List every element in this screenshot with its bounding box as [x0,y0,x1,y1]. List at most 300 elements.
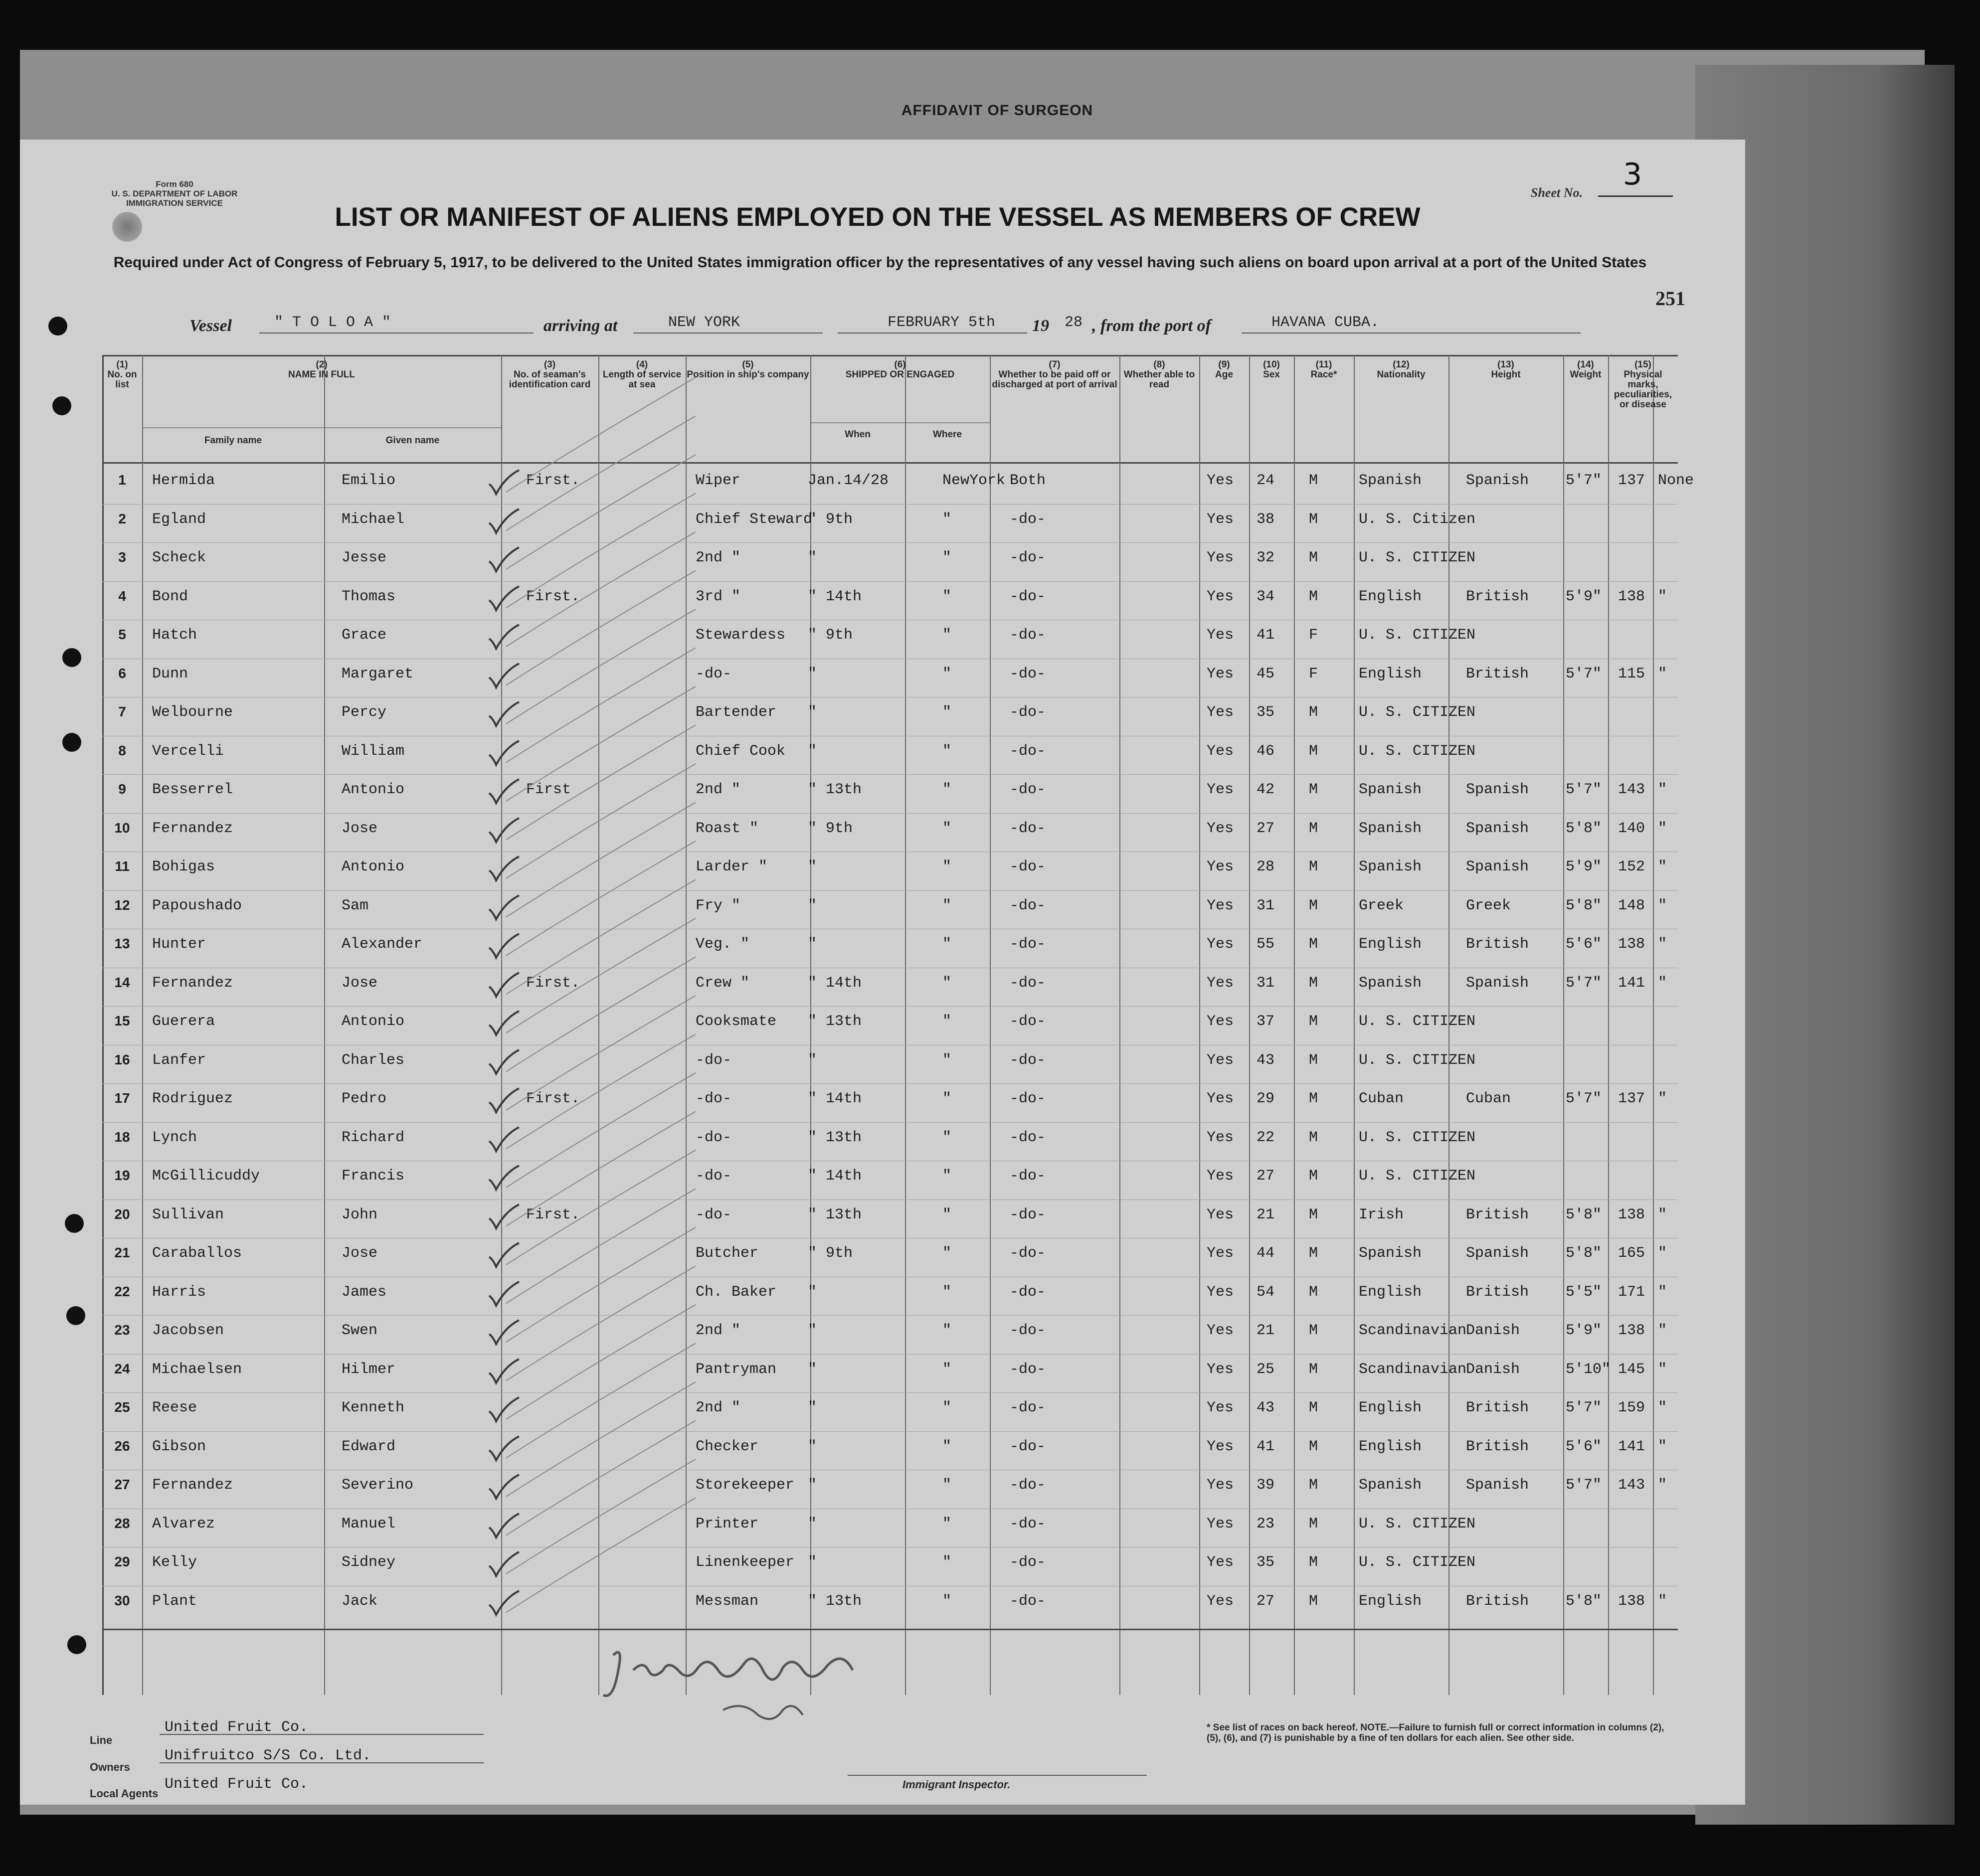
cell-where: " [942,858,952,875]
cell-paid: -do- [1010,1090,1046,1107]
cell-sex: M [1309,781,1318,798]
cell-read: Yes [1207,1399,1234,1416]
column-header [810,430,905,440]
column-rule [1653,355,1654,1695]
cell-race: U. S. CITIZEN [1359,627,1476,644]
column-number: (13) [1497,359,1514,370]
cell-when: " 14th [808,1168,862,1185]
cell-position: Checker [696,1438,759,1455]
cell-read: Yes [1207,1361,1234,1378]
column-header [1608,360,1678,410]
cell-read: Yes [1207,1477,1234,1494]
cell-race: Spanish [1359,472,1422,489]
cell-where: " [942,1399,952,1416]
cell-when: " [808,858,817,875]
column-label: Physical marks, peculiarities, or disease [1614,369,1672,410]
cell-given: Grace [342,627,387,644]
cell-where: " [942,665,952,682]
column-rule [1199,355,1200,1695]
cell-given: Richard [342,1129,405,1146]
cell-family: Fernandez [152,820,233,837]
cell-sex: M [1309,1168,1318,1185]
cell-marks: " [1658,1245,1667,1262]
cell-when: " [808,1554,817,1571]
cell-position: Crew " [696,974,750,992]
cell-position: Stewardess [696,627,786,644]
cell-weight: 138 [1618,1322,1645,1339]
cell-read: Yes [1207,897,1234,914]
back-sheet-title: AFFIDAVIT OF SURGEON [901,102,1093,119]
cell-race: Irish [1359,1206,1404,1223]
cell-family: Reese [152,1399,197,1416]
cell-given: Jesse [342,549,387,566]
cell-position: -do- [696,1206,732,1223]
cell-read: Yes [1207,781,1234,798]
cell-given: Jack [342,1592,378,1610]
cell-paid: -do- [1010,1515,1046,1533]
cell-marks: " [1658,858,1667,875]
cell-race: Cuban [1359,1090,1404,1107]
cell-family: Kelly [152,1554,197,1571]
cell-height: 5'10" [1566,1361,1611,1378]
cell-family: Jacobsen [152,1322,224,1339]
cell-no: 10 [114,820,130,836]
cell-height: 5'7" [1566,472,1602,489]
agents-label: Local Agents [90,1787,159,1800]
cell-race: English [1359,1283,1422,1301]
column-label: When [845,429,871,440]
cell-height: 5'7" [1566,781,1602,798]
cell-age: 45 [1257,665,1275,682]
cell-paid: -do- [1010,781,1046,798]
cell-given: Antonio [342,781,405,798]
column-rule [1119,355,1120,1695]
year-suffix: 28 [1065,314,1083,331]
cell-weight: 140 [1618,820,1645,837]
cell-when: " 14th [808,974,862,992]
shipped-subheader-rule [810,422,990,423]
column-rule [1563,355,1564,1695]
cell-nationality: British [1466,1399,1529,1416]
cell-race: U. S. CITIZEN [1359,704,1476,721]
cell-race: Spanish [1359,858,1422,875]
sheet-line [1598,195,1673,197]
cell-no: 12 [114,897,130,913]
cell-where: NewYork [942,472,1006,489]
table-top-rule [102,355,1678,356]
cell-card: First. [526,472,580,489]
cell-race: U. S. CITIZEN [1359,549,1476,566]
cell-no: 13 [114,936,130,951]
column-header [686,360,810,380]
cell-position: Messman [696,1592,759,1610]
table-header-rule [102,462,1678,464]
cell-where: " [942,627,952,644]
table-bottom-rule [102,1629,1678,1630]
cell-no: 9 [118,781,126,797]
cell-weight: 138 [1618,588,1645,605]
cell-sex: M [1309,742,1318,760]
cell-race: U. S. CITIZEN [1359,1515,1476,1533]
footnote: * See list of races on back hereof. NOTE.—Failure to furnish full or correct information in columns (2), (5), (6), and (7) is punishable by a fine of ten dollars for each alien. See other side. [1207,1722,1664,1743]
cell-paid: -do- [1010,1592,1046,1610]
cell-sex: M [1309,1361,1318,1378]
cell-height: 5'7" [1566,665,1602,682]
cell-race: English [1359,665,1422,682]
cell-where: " [942,1438,952,1455]
column-number: (7) [1049,359,1061,370]
cell-sex: M [1309,974,1318,992]
cell-sex: M [1309,1592,1318,1610]
cell-race: Scandinavian [1359,1361,1467,1378]
column-label: NAME IN FULL [288,369,356,380]
cell-height: 5'7" [1566,1477,1602,1494]
row-rule [102,1122,1678,1123]
inspector-underline [848,1775,1147,1776]
cell-no: 29 [114,1554,130,1569]
punch-hole [67,1635,86,1654]
name-subheader-rule [142,427,501,428]
cell-race: Spanish [1359,820,1422,837]
cell-nationality: Spanish [1466,472,1529,489]
cell-where: " [942,820,952,837]
cell-sex: M [1309,1013,1318,1030]
row-rule [102,581,1678,582]
line-label: Line [90,1734,113,1746]
cell-card: First. [526,1090,580,1107]
column-number: (6) [894,359,906,370]
cell-age: 21 [1257,1322,1275,1339]
column-label: SHIPPED OR ENGAGED [845,369,955,380]
column-header [102,360,142,390]
punch-hole [52,396,71,415]
cell-sex: M [1309,549,1318,566]
cell-nationality: Spanish [1466,781,1529,798]
cell-family: Sullivan [152,1206,224,1223]
cell-position: Wiper [696,472,741,489]
cell-paid: -do- [1010,1361,1046,1378]
column-label: Nationality [1377,369,1426,380]
form-number [95,179,254,208]
cell-nationality: British [1466,1206,1529,1223]
cell-read: Yes [1207,1090,1234,1107]
cell-where: " [942,1515,952,1533]
cell-when: " [808,549,817,566]
cell-sex: F [1309,627,1318,644]
cell-position: 2nd " [696,781,741,798]
cell-read: Yes [1207,820,1234,837]
cell-race: Spanish [1359,974,1422,992]
cell-paid: -do- [1010,974,1046,992]
cell-weight: 171 [1618,1283,1645,1301]
cell-age: 31 [1257,974,1275,992]
column-number: (9) [1218,359,1230,370]
cell-nationality: Danish [1466,1322,1520,1339]
page-subtitle: Required under Act of Congress of February 5, 1917, to be delivered to the United States immigration officer by the representatives of any vessel having such aliens on board upon arrival at a port of the United States [113,254,1647,271]
cell-position: -do- [696,1090,732,1107]
cell-family: Rodriguez [152,1090,233,1107]
cell-when: " 13th [808,1592,862,1610]
cell-sex: M [1309,936,1318,953]
cell-paid: Both [1010,472,1046,489]
column-number: (4) [636,359,648,370]
cell-given: Swen [342,1322,378,1339]
cell-when: " 9th [808,1245,853,1262]
row-rule [102,1392,1678,1393]
cell-position: Linenkeeper [696,1554,795,1571]
column-label: No. on list [107,369,137,390]
column-label: Where [932,429,962,440]
cell-height: 5'8" [1566,1206,1602,1223]
cell-where: " [942,1206,952,1223]
cell-weight: 115 [1618,665,1645,682]
cell-family: Michaelsen [152,1361,242,1378]
cell-paid: -do- [1010,742,1046,760]
cell-marks: " [1658,820,1667,837]
cell-no: 8 [118,742,126,758]
column-label: Age [1215,369,1233,380]
cell-when: " [808,1283,817,1301]
cell-paid: -do- [1010,511,1046,528]
cell-sex: M [1309,588,1318,605]
cell-paid: -do- [1010,549,1046,566]
cell-where: " [942,1283,952,1301]
cell-when: " 9th [808,511,853,528]
cell-no: 20 [114,1206,130,1222]
cell-race: English [1359,1592,1422,1610]
cell-race: Scandinavian [1359,1322,1467,1339]
cell-where: " [942,742,952,760]
form-no-line: IMMIGRATION SERVICE [126,198,223,208]
cell-age: 35 [1257,1554,1275,1571]
crew-manifest-table [102,355,1694,1695]
cell-age: 31 [1257,897,1275,914]
cell-race: English [1359,1399,1422,1416]
row-rule [102,813,1678,814]
cell-family: Hermida [152,472,215,489]
cell-height: 5'7" [1566,1090,1602,1107]
cell-race: English [1359,936,1422,953]
sheet-number: 3 [1623,157,1642,192]
cell-sex: M [1309,1554,1318,1571]
column-label: Whether able to read [1123,369,1195,390]
cell-given: Hilmer [342,1361,396,1378]
cell-when: " 13th [808,1206,862,1223]
column-label: Position in ship's company [687,369,809,380]
cell-race: Spanish [1359,781,1422,798]
column-header [990,360,1119,390]
cell-family: Scheck [152,549,206,566]
column-header [1249,360,1294,380]
cell-position: Butcher [696,1245,759,1262]
column-number: (12) [1393,359,1410,370]
cell-no: 14 [114,974,130,990]
cell-family: Lynch [152,1129,197,1146]
cell-nationality: British [1466,588,1529,605]
cell-no: 21 [114,1245,130,1260]
cell-weight: 152 [1618,858,1645,875]
cell-sex: M [1309,897,1318,914]
cell-when: " 9th [808,820,853,837]
cell-where: " [942,1477,952,1494]
owners-value: Unifruitco S/S Co. Ltd. [165,1747,371,1764]
cell-when: " [808,1477,817,1494]
cell-read: Yes [1207,858,1234,875]
cell-sex: M [1309,1322,1318,1339]
cell-marks: " [1658,1592,1667,1610]
cell-position: Chief Cook [696,742,786,760]
cell-weight: 137 [1618,472,1645,489]
cell-height: 5'8" [1566,1245,1602,1262]
cell-height: 5'7" [1566,974,1602,992]
cell-race: U. S. CITIZEN [1359,742,1476,760]
column-label: Given name [385,435,440,446]
form-no-line: Form 680 [156,179,193,189]
cell-race: U. S. CITIZEN [1359,1554,1476,1571]
cell-when: " 13th [808,1129,862,1146]
cell-no: 26 [114,1438,130,1454]
cell-given: John [342,1206,378,1223]
cell-read: Yes [1207,1515,1234,1533]
cell-where: " [942,1245,952,1262]
cell-where: " [942,588,952,605]
cell-read: Yes [1207,1051,1234,1069]
cell-paid: -do- [1010,588,1046,605]
cell-marks: " [1658,1361,1667,1378]
row-rule [102,774,1678,775]
column-header [1354,360,1448,380]
column-label: Race* [1310,369,1337,380]
cell-marks: " [1658,1477,1667,1494]
cell-family: Hunter [152,936,206,953]
punch-hole [62,648,81,667]
cell-paid: -do- [1010,704,1046,721]
cell-given: Thomas [342,588,396,605]
cell-paid: -do- [1010,1013,1046,1030]
cell-family: Lanfer [152,1051,206,1069]
cell-sex: M [1309,704,1318,721]
cell-age: 43 [1257,1051,1275,1069]
cell-nationality: Spanish [1466,974,1529,992]
cell-family: McGillicuddy [152,1168,260,1185]
column-rule [142,355,143,1695]
owners-label: Owners [90,1761,130,1773]
cell-position: Fry " [696,897,741,914]
cell-position: 2nd " [696,549,741,566]
cell-where: " [942,1592,952,1610]
row-rule [102,1199,1678,1200]
cell-given: Pedro [342,1090,387,1107]
cell-when: " [808,1438,817,1455]
cell-nationality: Spanish [1466,858,1529,875]
cell-paid: -do- [1010,936,1046,953]
cell-race: U. S. CITIZEN [1359,1168,1476,1185]
cell-no: 24 [114,1361,130,1376]
cell-position: Pantryman [696,1361,777,1378]
cell-family: Egland [152,511,206,528]
cell-where: " [942,897,952,914]
cell-given: Antonio [342,1013,405,1030]
cell-given: Alexander [342,936,423,953]
cell-where: " [942,1090,952,1107]
cell-family: Fernandez [152,974,233,992]
cell-height: 5'9" [1566,588,1602,605]
cell-no: 18 [114,1129,130,1145]
column-rule [324,355,325,1695]
column-label: Weight [1570,369,1602,380]
cell-card: First. [526,974,580,992]
cell-family: Welbourne [152,704,233,721]
cell-sex: M [1309,858,1318,875]
cell-card: First [526,781,571,798]
cell-read: Yes [1207,1592,1234,1610]
cell-family: Alvarez [152,1515,215,1533]
cell-weight: 137 [1618,1090,1645,1107]
cell-given: Percy [342,704,387,721]
cell-paid: -do- [1010,1438,1046,1455]
cell-no: 25 [114,1399,130,1415]
cell-race: U. S. CITIZEN [1359,1013,1476,1030]
cell-race: English [1359,588,1422,605]
cell-read: Yes [1207,472,1234,489]
cell-family: Bohigas [152,858,215,875]
cell-read: Yes [1207,1554,1234,1571]
cell-height: 5'9" [1566,1322,1602,1339]
column-label: Whether to be paid off or discharged at port of arrival [992,369,1117,390]
cell-height: 5'8" [1566,897,1602,914]
cell-nationality: British [1466,1592,1529,1610]
column-number: (15) [1634,359,1651,370]
inspector-label: Immigrant Inspector. [902,1778,1011,1791]
cell-read: Yes [1207,1013,1234,1030]
cell-age: 23 [1257,1515,1275,1533]
cell-given: Edward [342,1438,396,1455]
cell-position: Printer [696,1515,759,1533]
column-number: (14) [1577,359,1594,370]
cell-weight: 145 [1618,1361,1645,1378]
cell-given: Manuel [342,1515,396,1533]
cell-read: Yes [1207,704,1234,721]
seal-icon [112,212,142,242]
column-rule [1294,355,1295,1695]
from-port-label: , from the port of [1092,317,1211,335]
cell-race: U. S. CITIZEN [1359,1129,1476,1146]
cell-read: Yes [1207,1206,1234,1223]
cell-paid: -do- [1010,627,1046,644]
cell-read: Yes [1207,511,1234,528]
cell-position: Roast " [696,820,759,837]
cell-nationality: Spanish [1466,1245,1529,1262]
line-underline [160,1734,484,1735]
column-number: (1) [116,359,128,370]
cell-age: 54 [1257,1283,1275,1301]
row-rule [102,1315,1678,1316]
cell-where: " [942,936,952,953]
cell-no: 7 [118,704,126,719]
cell-when: " [808,1361,817,1378]
cell-no: 23 [114,1322,130,1338]
column-header [1199,360,1249,380]
cell-marks: " [1658,1283,1667,1301]
cell-family: Besserrel [152,781,233,798]
cell-age: 43 [1257,1399,1275,1416]
row-rule [102,504,1678,505]
cell-sex: M [1309,1129,1318,1146]
arriving-port: NEW YORK [668,314,740,331]
cell-age: 27 [1257,1168,1275,1185]
cell-paid: -do- [1010,1051,1046,1069]
cell-marks: " [1658,897,1667,914]
